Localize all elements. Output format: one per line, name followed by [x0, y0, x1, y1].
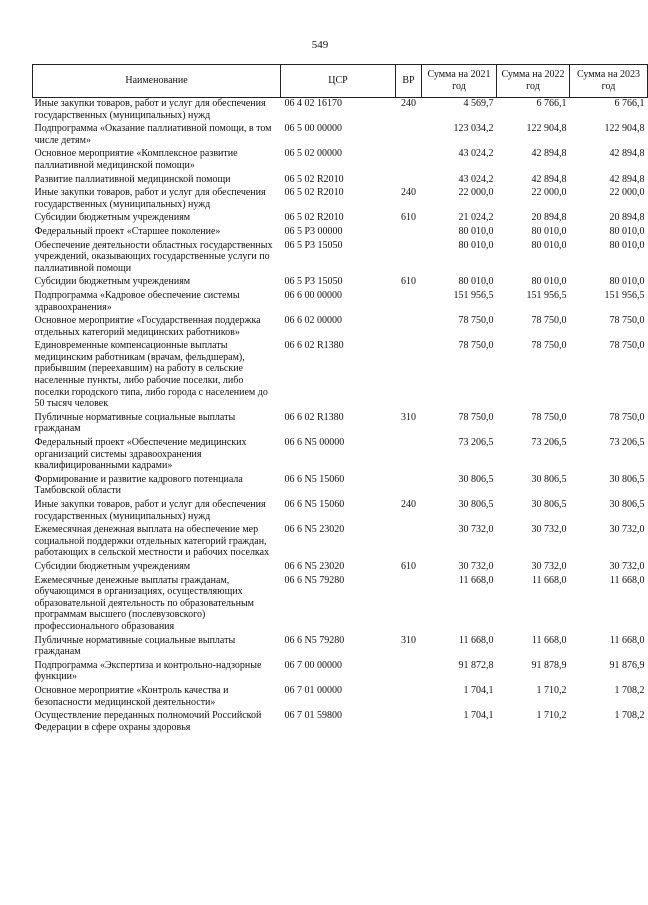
- row-name: Формирование и развитие кадрового потенциала Тамбовской области: [34, 473, 243, 497]
- row-sum-2021: 30 806,5: [458, 473, 494, 485]
- row-sum-2021: 4 569,7: [463, 98, 494, 109]
- table-row: [33, 685, 648, 710]
- row-vr: [396, 660, 422, 685]
- row-sum-2023: 42 894,8: [609, 173, 645, 185]
- row-csr: 06 7 01 00000: [284, 684, 342, 696]
- row-sum-2023: 73 206,5: [609, 437, 645, 449]
- row-csr: 06 6 N5 23020: [284, 560, 345, 572]
- row-sum-2021: 78 750,0: [458, 411, 494, 423]
- row-name: Субсидии бюджетным учреждениям: [34, 212, 191, 224]
- row-name: Подпрограмма «Кадровое обеспечение системы здравоохранения»: [34, 289, 240, 313]
- table-row: [33, 575, 648, 635]
- row-name: Субсидии бюджетным учреждениям: [34, 560, 191, 572]
- row-sum-2023: 80 010,0: [609, 239, 645, 251]
- row-sum-2023: 151 956,5: [604, 289, 645, 301]
- row-name: Иные закупки товаров, работ и услуг для обеспечения государственных (муниципальных) нужд: [34, 98, 266, 121]
- table-row: [33, 561, 648, 575]
- header-name: Наименование: [33, 65, 281, 98]
- row-csr: 06 6 02 R1380: [284, 411, 344, 423]
- row-sum-2022: 122 904,8: [526, 123, 567, 135]
- table-row: [33, 187, 648, 212]
- row-csr: 06 6 02 R1380: [284, 340, 344, 352]
- row-vr: [396, 240, 422, 277]
- row-sum-2023: 78 750,0: [609, 411, 645, 423]
- row-sum-2023: 80 010,0: [609, 225, 645, 237]
- row-sum-2022: 73 206,5: [531, 437, 567, 449]
- row-sum-2022: 78 750,0: [531, 411, 567, 423]
- row-sum-2022: 80 010,0: [531, 239, 567, 251]
- row-sum-2022: 42 894,8: [531, 173, 567, 185]
- row-sum-2022: 151 956,5: [526, 289, 567, 301]
- table-row: [33, 98, 648, 124]
- row-sum-2021: 80 010,0: [458, 239, 494, 251]
- row-sum-2022: 78 750,0: [531, 340, 567, 352]
- table-row: [33, 290, 648, 315]
- table-row: [33, 226, 648, 240]
- row-sum-2022: 20 894,8: [531, 212, 567, 224]
- row-vr: [396, 340, 422, 412]
- row-sum-2022: 11 668,0: [531, 574, 567, 586]
- row-sum-2023: 42 894,8: [609, 148, 645, 160]
- row-sum-2021: 21 024,2: [458, 212, 494, 224]
- row-sum-2021: 78 750,0: [458, 340, 494, 352]
- row-vr: [396, 148, 422, 173]
- table-row: [33, 212, 648, 226]
- row-sum-2023: 11 668,0: [609, 574, 645, 586]
- row-vr: [396, 315, 422, 340]
- row-name: Публичные нормативные социальные выплаты гражданам: [34, 411, 236, 435]
- row-sum-2023: 30 732,0: [609, 524, 645, 536]
- row-vr: 240: [401, 187, 416, 199]
- table-row: [33, 412, 648, 437]
- row-csr: 06 6 N5 79280: [284, 634, 345, 646]
- row-sum-2021: 11 668,0: [458, 574, 494, 586]
- row-sum-2023: 22 000,0: [609, 187, 645, 199]
- row-vr: 610: [401, 212, 416, 224]
- row-csr: 06 5 P3 15050: [284, 276, 343, 288]
- row-name: Ежемесячные денежные выплаты гражданам, обучающимся в организациях, осуществляющих образовательной деятельность по образовательным программам высшего (послевузовского) профессионального образования: [34, 574, 255, 632]
- row-name: Развитие паллиативной медицинской помощи: [34, 173, 231, 185]
- row-sum-2021: 30 806,5: [458, 499, 494, 510]
- row-sum-2021: 1 704,1: [463, 684, 494, 696]
- row-vr: [396, 226, 422, 240]
- row-csr: 06 5 02 R2010: [284, 212, 344, 224]
- row-sum-2021: 22 000,0: [458, 187, 494, 199]
- table-row: [33, 635, 648, 660]
- row-sum-2022: 30 732,0: [531, 560, 567, 572]
- row-sum-2022: 42 894,8: [531, 148, 567, 160]
- row-name: Обеспечение деятельности областных государственных учреждений, оказывающих государственные услуги по паллиативной помощи: [34, 239, 273, 274]
- row-name: Основное мероприятие «Контроль качества и безопасности медицинской деятельности»: [34, 684, 229, 708]
- row-name: Субсидии бюджетным учреждениям: [34, 276, 191, 288]
- row-sum-2023: 30 732,0: [609, 560, 645, 572]
- row-sum-2022: 80 010,0: [531, 225, 567, 237]
- row-csr: 06 6 02 00000: [284, 315, 342, 327]
- row-sum-2023: 30 806,5: [609, 499, 645, 510]
- row-csr: 06 6 N5 00000: [284, 437, 345, 449]
- row-sum-2023: 20 894,8: [609, 212, 645, 224]
- table-row: [33, 524, 648, 561]
- header-sum-2021: Сумма на 2021 год: [422, 65, 497, 98]
- row-csr: 06 6 00 00000: [284, 289, 342, 301]
- table-row: [33, 148, 648, 173]
- table-row: [33, 174, 648, 188]
- row-csr: 06 5 P3 00000: [284, 225, 343, 237]
- row-sum-2023: 80 010,0: [609, 276, 645, 288]
- row-sum-2021: 11 668,0: [458, 634, 494, 646]
- table-body: [33, 98, 648, 736]
- row-vr: [396, 474, 422, 499]
- table-row: [33, 499, 648, 524]
- row-sum-2023: 78 750,0: [609, 315, 645, 327]
- row-name: Иные закупки товаров, работ и услуг для обеспечения государственных (муниципальных) нужд: [34, 187, 266, 210]
- header-csr: ЦСР: [281, 65, 396, 98]
- table-row: [33, 315, 648, 340]
- row-name: Основное мероприятие «Государственная поддержка отдельных категорий медицинских работников»: [34, 315, 261, 338]
- row-vr: [396, 710, 422, 735]
- row-vr: [396, 123, 422, 148]
- table-row: [33, 437, 648, 474]
- row-csr: 06 5 02 00000: [284, 148, 342, 160]
- row-sum-2022: 30 806,5: [531, 499, 567, 510]
- row-sum-2021: 123 034,2: [453, 123, 494, 135]
- table-row: [33, 710, 648, 735]
- row-sum-2022: 11 668,0: [531, 634, 567, 646]
- row-vr: 240: [401, 499, 416, 510]
- table-row: [33, 240, 648, 277]
- row-csr: 06 4 02 16170: [284, 98, 342, 109]
- row-sum-2022: 6 766,1: [536, 98, 567, 109]
- row-csr: 06 6 N5 15060: [284, 473, 345, 485]
- row-name: Публичные нормативные социальные выплаты гражданам: [34, 634, 236, 658]
- row-name: Федеральный проект «Старшее поколение»: [34, 225, 221, 237]
- row-csr: 06 5 00 00000: [284, 123, 342, 135]
- row-name: Иные закупки товаров, работ и услуг для обеспечения государственных (муниципальных) нужд: [34, 499, 266, 522]
- row-csr: 06 7 01 59800: [284, 710, 342, 722]
- header-sum-2022: Сумма на 2022 год: [497, 65, 570, 98]
- row-vr: 310: [401, 411, 416, 423]
- row-vr: [396, 575, 422, 635]
- row-sum-2023: 78 750,0: [609, 340, 645, 352]
- row-csr: 06 5 P3 15050: [284, 239, 343, 251]
- row-sum-2021: 91 872,8: [458, 659, 494, 671]
- row-csr: 06 6 N5 15060: [284, 499, 345, 510]
- header-sum-2023: Сумма на 2023 год: [570, 65, 648, 98]
- row-name: Ежемесячная денежная выплата на обеспечение мер социальной поддержки отдельных категорий граждан, работающих в сельской местности и рабочих поселках: [34, 524, 270, 559]
- row-vr: [396, 685, 422, 710]
- row-sum-2021: 30 732,0: [458, 560, 494, 572]
- row-csr: 06 5 02 R2010: [284, 173, 344, 185]
- row-vr: 240: [401, 98, 416, 109]
- row-sum-2023: 91 876,9: [609, 659, 645, 671]
- row-sum-2022: 22 000,0: [531, 187, 567, 199]
- row-sum-2023: 1 708,2: [614, 710, 645, 722]
- row-sum-2021: 43 024,2: [458, 173, 494, 185]
- row-sum-2022: 80 010,0: [531, 276, 567, 288]
- row-sum-2022: 1 710,2: [536, 684, 567, 696]
- row-sum-2022: 30 732,0: [531, 524, 567, 536]
- row-sum-2021: 1 704,1: [463, 710, 494, 722]
- table-row: [33, 340, 648, 412]
- row-csr: 06 6 N5 23020: [284, 524, 345, 536]
- row-sum-2023: 11 668,0: [609, 634, 645, 646]
- row-sum-2022: 30 806,5: [531, 473, 567, 485]
- table-row: [33, 474, 648, 499]
- row-sum-2021: 78 750,0: [458, 315, 494, 327]
- row-sum-2023: 30 806,5: [609, 473, 645, 485]
- row-vr: [396, 437, 422, 474]
- row-name: Основное мероприятие «Комплексное развитие паллиативной медицинской помощи»: [34, 148, 238, 171]
- row-sum-2021: 30 732,0: [458, 524, 494, 536]
- row-sum-2021: 73 206,5: [458, 437, 494, 449]
- budget-table: [32, 64, 648, 735]
- table-row: [33, 660, 648, 685]
- page-number: 549: [311, 39, 329, 51]
- row-vr: [396, 290, 422, 315]
- row-name: Единовременные компенсационные выплаты медицинским работникам (врачам, фельдшерам), прибывшим (переехавшим) на работу в сельские населенные пункты, либо рабочие поселки, либо поселки городского типа, либо города с населением до 50 тысяч человек: [34, 340, 268, 410]
- row-sum-2021: 80 010,0: [458, 225, 494, 237]
- row-sum-2023: 1 708,2: [614, 684, 645, 696]
- row-name: Подпрограмма «Оказание паллиативной помощи, в том числе детям»: [34, 123, 272, 146]
- row-sum-2022: 91 878,9: [531, 659, 567, 671]
- row-name: Подпрограмма «Экспертиза и контрольно-надзорные функции»: [34, 659, 262, 683]
- table-row: [33, 276, 648, 290]
- row-name: Осуществление переданных полномочий Российской Федерации в сфере охраны здоровья: [34, 710, 262, 733]
- table-row: [33, 123, 648, 148]
- row-name: Федеральный проект «Обеспечение медицинских организаций системы здравоохранения квалифицированными кадрами»: [34, 437, 247, 472]
- table-header: [33, 65, 648, 98]
- row-csr: 06 7 00 00000: [284, 659, 342, 671]
- row-sum-2022: 78 750,0: [531, 315, 567, 327]
- row-sum-2022: 1 710,2: [536, 710, 567, 722]
- row-sum-2021: 43 024,2: [458, 148, 494, 160]
- header-vr: ВР: [396, 65, 422, 98]
- row-sum-2023: 122 904,8: [604, 123, 645, 135]
- row-sum-2021: 80 010,0: [458, 276, 494, 288]
- row-vr: 610: [401, 276, 416, 288]
- row-vr: [396, 524, 422, 561]
- row-vr: 310: [401, 634, 416, 646]
- row-vr: 610: [401, 560, 416, 572]
- row-csr: 06 6 N5 79280: [284, 574, 345, 586]
- row-csr: 06 5 02 R2010: [284, 187, 344, 199]
- row-sum-2023: 6 766,1: [614, 98, 645, 109]
- row-sum-2021: 151 956,5: [453, 289, 494, 301]
- row-vr: [396, 174, 422, 188]
